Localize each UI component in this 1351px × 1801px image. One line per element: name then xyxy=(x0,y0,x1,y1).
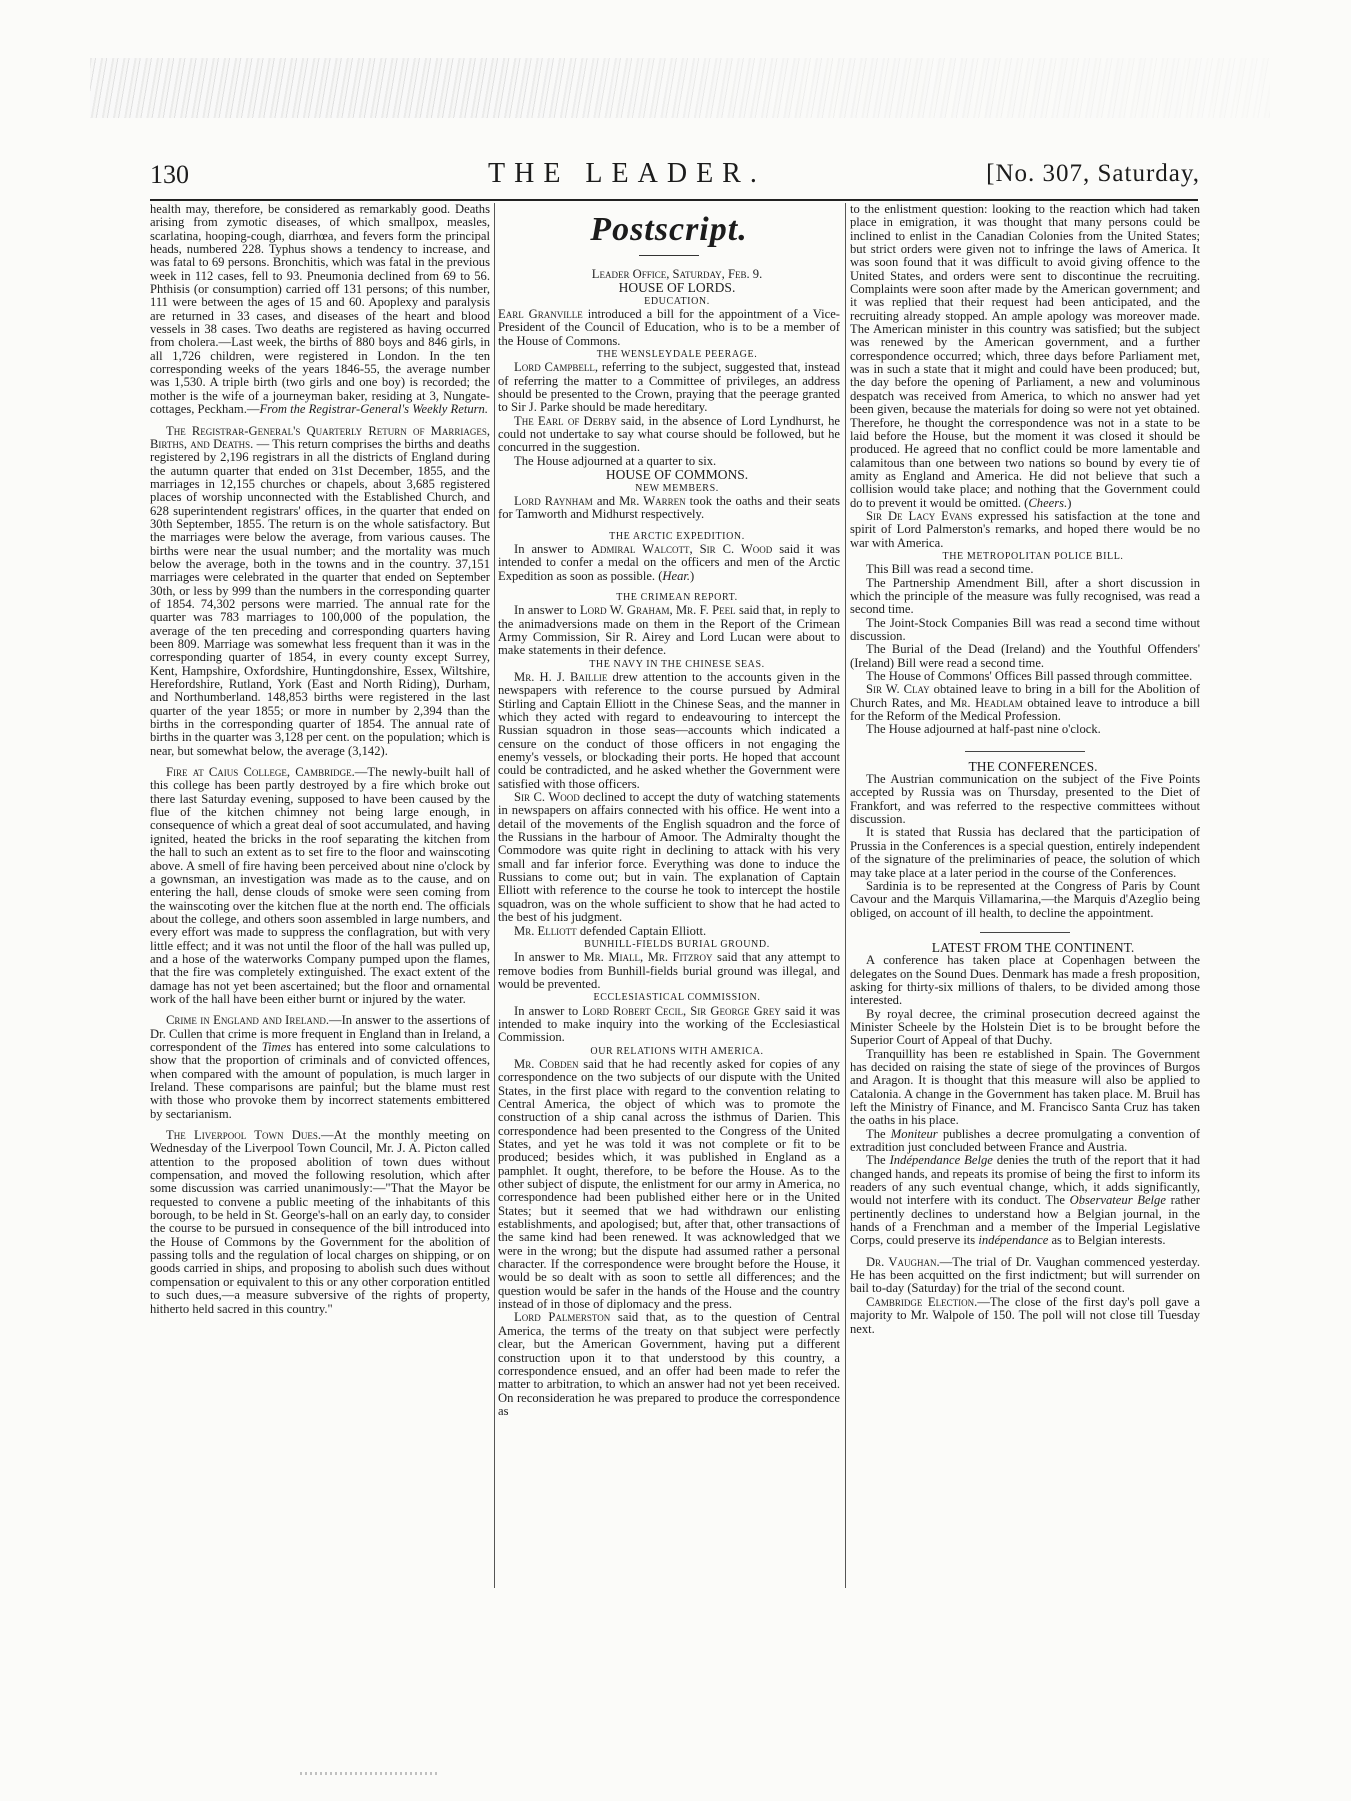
paragraph: The Earl of Derby said, in the absence of Lord Lyndhurst, he could not undertake to say what course should be followed, but he concurred in the suggestion. xyxy=(498,413,840,455)
paragraph: The Joint-Stock Companies Bill was read a second time without discussion. xyxy=(850,615,1200,643)
paragraph: The Registrar-General's Quarterly Return of Marriages, Births, and Deaths. — This return comprises the births and deaths registered by 2,196 registrars in all the districts of England during the autumn quarter that ended on 31st December, 1855, and the marriages in 12,155 churches or chapels, about 3,685 registered places of worship unconnected with the Established Church, and 628 superintendent registrars' offices, in the quarter that ended on 30th September, 1855. The return is on the whole satisfactory. But the marriages were below the average, from various causes. The births were near the usual number; and the mortality was much below the average, both in the towns and in the country. 37,151 marriages were celebrated in the quarter that ended on September 30th, or less by 999 than the numbers in the corresponding quarter of 1854. 74,302 persons were married. The annual rate for the quarter was 783 marriages to 100,000 of the population, the average of the ten preceding and corresponding quarters having been 809. Marriage was somewhat less frequent than it was in the corresponding quarter of 1854, in every county except Surrey, Kent, Hampshire, Oxfordshire, Huntingdonshire, Essex, Wiltshire, Herefordshire, Rutland, York (East and North Riding), Durham, and Northumberland. 148,853 births were registered in the last quarter of the year 1855; or more in number by 2,394 than the births in the corresponding quarter of 1854. The annual rate of births in the quarter was 3,128 per cent. on the population; which is near, but somewhat below, the average (3,142). xyxy=(150,423,490,758)
subheading: OUR RELATIONS WITH AMERICA. xyxy=(590,1045,764,1057)
subheading: ECCLESIASTICAL COMMISSION. xyxy=(593,992,761,1004)
paragraph: Mr. H. J. Baillie drew attention to the accounts given in the newspapers with reference to the course pursued by Admiral Stirling and Captain Elliott in the Chinese Seas, and the manner in which they acted with regard to endeavouring to intercept the Russian squadron in those seas—accounts which indicated a censure on the conduct of those officers in not engaging the enemy's vessels, or blockading their ports. He hoped that account could be contradicted, and he asked whether the Government were satisfied with those officers. xyxy=(498,669,840,791)
paragraph: Dr. Vaughan.—The trial of Dr. Vaughan commenced yesterday. He has been acquitted on the first indictment; but will surrender on bail to-day (Saturday) for the trial of the second count. xyxy=(850,1254,1200,1296)
subheading: EDUCATION. xyxy=(644,295,710,307)
paragraph: The Partnership Amendment Bill, after a short discussion in which the principle of the measure was fully recognised, was read a second time. xyxy=(850,575,1200,617)
paragraph: This Bill was read a second time. xyxy=(866,562,1034,577)
title-rule xyxy=(639,255,699,256)
paragraph: Mr. Cobden said that he had recently asked for copies of any correspondence on the two subjects of our dispute with the United States, in the first place with regard to the convention relating to Central America, the object of which was to promote the construction of a ship canal across the isthmus of Darien. This correspondence had been presented to the Congress of the United States, and yet he was told it was not complete or fit to be produced; besides which, it was published in England as a pamphlet. It ought, therefore, to be before the House. As to the other subject of dispute, the enlistment for our army in America, no correspondence had been published either here or in the United States; but it seemed that we had withdrawn our enlisting establishments, and apologised; but, after that, other transactions of the same kind had been renewed. It was acknowledged that we were in the wrong; but the dispute had assumed rather a personal character. If the correspondence were brought before the House, it would be so dealt with as soon to settle all differences; and the question would be safer in the hands of the House and the country instead of in those of diplomacy and the press. xyxy=(498,1056,840,1312)
page-header xyxy=(150,158,1200,194)
subheading: THE CRIMEAN REPORT. xyxy=(616,591,738,603)
subheading: THE NAVY IN THE CHINESE SEAS. xyxy=(589,658,765,670)
paragraph: Earl Granville introduced a bill for the appointment of a Vice-President of the Council of Education, who is to be a member of the House of Commons. xyxy=(498,307,840,348)
paragraph: Lord Palmerston said that, as to the question of Central America, the terms of the treaty on that subject were perfectly clear, but the American Government, having put a different construction upon it to that understood by this country, a correspondence ensued, and an offer had been made to refer the matter to arbitration, to which an answer had not yet been received. On reconsideration he was prepared to produce the correspondence as xyxy=(498,1310,840,1418)
section-heading: HOUSE OF LORDS. xyxy=(618,280,736,296)
paragraph: to the enlistment question: looking to the reaction which had taken place in emigration, it was thought that many persons could be inclined to enlist in the Canadian Colonies from the United States; but strict orders were given not to infringe the laws of America. It was soon found that it was difficult to avoid giving offence to the United States, and orders were sent to discontinue the recruiting. Complaints were soon after made by the American government; and it was replied that their request had been anticipated, and the recruiting already stopped. An ample apology was moreover made. The American minister in this country was satisfied; but the subject was renewed by the American government, and a further correspondence occurred; which, three days before Parliament met, was in such a state that it might and could have been produced; but, the day before the opening of Parliament, a new and voluminous despatch was received from America, to which no answer had yet been given, because the materials for doing so were not yet obtained. Therefore, he thought the correspondence was not in a state to be laid before the House, but the moment it was closed it should be produced. He agreed that no conflict could be more lamentable and calamitous than one between two nations so bound by every tie of amity as England and America. He did not believe that such a collision would take place; and nothing that the Government could do to prevent it would be omitted. (Cheers.) xyxy=(850,203,1200,510)
paragraph: It is stated that Russia has declared that the participation of Prussia in the Conferences is a special question, entirely independent of the signature of the preliminaries of peace, the solution of which may take place at a later period in the course of the Conferences. xyxy=(850,825,1200,880)
section-heading: LATEST FROM THE CONTINENT. xyxy=(931,939,1135,955)
paragraph: The Burial of the Dead (Ireland) and the Youthful Offenders' (Ireland) Bill were read a second time. xyxy=(850,642,1200,670)
dateline: Leader Office, Saturday, Feb. 9. xyxy=(591,267,763,281)
section-heading: HOUSE OF COMMONS. xyxy=(605,467,749,483)
paragraph: Sir De Lacy Evans expressed his satisfaction at the tone and spirit of Lord Palmerston's remarks, and hoped there would be no war with America. xyxy=(850,508,1200,550)
column-divider xyxy=(494,203,495,1588)
masthead: THE LEADER. xyxy=(488,158,766,189)
subheading: THE ARCTIC EXPEDITION. xyxy=(609,530,745,542)
paragraph: The Indépendance Belge denies the truth of the report that it had changed hands, and repeats its promise of being the first to inform its readers of any such eventual change, which, it adds significantly, would not interfere with its conduct. The Observateur Belge rather pertinently declines to understand how a Belgian journal, in the hands of a Frenchman and a member of the Imperial Legislative Corps, could preserve its indépendance as to Belgian interests. xyxy=(850,1153,1200,1248)
paragraph: Lord Raynham and Mr. Warren took the oaths and their seats for Tamworth and Midhurst respectively. xyxy=(498,493,840,522)
column-2 xyxy=(498,203,840,1693)
paragraph: The House of Commons' Offices Bill passed through committee. xyxy=(866,669,1193,684)
paragraph: Sir W. Clay obtained leave to bring in a bill for the Abolition of Church Rates, and Mr. Headlam obtained leave to introduce a bill for the Reform of the Medical Profession. xyxy=(850,682,1200,724)
header-rule xyxy=(150,199,1198,201)
paragraph: By royal decree, the criminal prosecution decreed against the Minister Scheele by the Holstein Diet is to be brought before the Superior Court of Appeal of that Duchy. xyxy=(850,1006,1200,1048)
section-heading: THE CONFERENCES. xyxy=(968,758,1098,774)
paragraph: A conference has taken place at Copenhagen between the delegates on the Sound Dues. Denmark has made a fresh proposition, asking for thirty-six millions of thalers, to be divided among those interested. xyxy=(850,953,1200,1008)
column-divider xyxy=(845,203,846,1588)
page-number: 130 xyxy=(150,160,189,189)
subheading: THE METROPOLITAN POLICE BILL. xyxy=(942,550,1124,562)
paragraph: The Liverpool Town Dues.—At the monthly meeting on Wednesday of the Liverpool Town Council, Mr. J. A. Picton called attention to the proposed abolition of town dues without compensation, and moved the following resolution, which after some discussion was carried unanimously:—"That the Mayor be requested to convene a public meeting of the inhabitants of this borough, to be held in St. George's-hall on an early day, to consider the course to be pursued in consequence of the bill introduced into the House of Commons by the Government for the abolition of passing tolls and the regulation of local charges on shipping, or on goods carried in ships, and proposing to abolish such dues without compensation or equivalent to this or any other corporation entitled to such dues,—a measure subversive of the rights of property, hitherto held sacred in this country." xyxy=(150,1128,490,1316)
paragraph: Fire at Caius College, Cambridge.—The newly-built hall of this college has been partly destroyed by a fire which broke out there last Saturday evening, supposed to have been caused by the flue of the kitchen chimney not being large enough, in consequence of which a great deal of soot accumulated, and having ignited, heated the bricks in the roof separating the kitchen from the hall to such an extent as to set fire to the floor and wainscoting above. A smell of fire having been perceived about nine o'clock by a gownsman, an investigation was made as to the cause, and on entering the hall, dense clouds of smoke were seen coming from the wainscoting over the kitchen flue at the north end. The officials about the college, and others soon assembled in large numbers, and every effort was made to suppress the conflagration, but with very little effect; and it was not until the floor of the hall was pulled up, and a hose of the waterworks Company pumped upon the flames, that the fire was completely extinguished. The exact extent of the damage has not yet been ascertained; but the floor and ornamental work of the hall have been either burnt or injured by the water. xyxy=(150,765,490,1006)
paragraph: Sir C. Wood declined to accept the duty of watching statements in newspapers on affairs connected with his office. He went into a detail of the movements of the English squadron and the force of the Russians in the harbour of Amoor. The Admiralty thought the Commodore was quite right in declining to attack with his very small and far inferior force. Everything was done to induce the Russians to come out; but in vain. The explanation of Captain Elliott with reference to the course he took to intercept the hostile squadron, was on the whole sufficient to show that he had acted to the best of his judgment. xyxy=(498,790,840,925)
paragraph: In answer to Lord Robert Cecil, Sir George Grey said it was intended to make inquiry into the working of the Ecclesiastical Commission. xyxy=(498,1003,840,1045)
paragraph: Mr. Elliott defended Captain Elliott. xyxy=(514,923,707,938)
paragraph: The Austrian communication on the subject of the Five Points accepted by Russia was on Thursday, presented to the Diet of Frankfort, and was referred to the respective committees without discussion. xyxy=(850,772,1200,827)
issue-info: [No. 307, Saturday, xyxy=(986,160,1200,187)
scan-artifact xyxy=(300,1772,440,1775)
postscript-title: Postscript. xyxy=(590,211,748,248)
subheading: THE WENSLEYDALE PEERAGE. xyxy=(596,349,758,361)
subheading: BUNHILL-FIELDS BURIAL GROUND. xyxy=(584,938,770,950)
paragraph: In answer to Mr. Miall, Mr. Fitzroy said that any attempt to remove bodies from Bunhill-fields burial ground was illegal, and would be prevented. xyxy=(498,950,840,991)
subheading: NEW MEMBERS. xyxy=(635,482,719,494)
paragraph: In answer to Admiral Walcott, Sir C. Wood said it was intended to confer a medal on the officers and men of the Arctic Expedition as soon as possible. (Hear.) xyxy=(498,541,840,583)
scan-artifact xyxy=(90,58,1270,118)
paragraph: The Moniteur publishes a decree promulgating a convention of extradition just concluded between France and Austria. xyxy=(850,1126,1200,1155)
column-3 xyxy=(850,203,1200,1693)
paragraph: The House adjourned at a quarter to six. xyxy=(514,453,717,468)
paragraph: Crime in England and Ireland.—In answer to the assertions of Dr. Cullen that crime is more frequent in England than in Ireland, a correspondent of the Times has entered into some calculations to show that the proportion of criminals and of convicted offences, when compared with the amount of population, is much larger in Ireland. These comparisons are painful; but the blame must rest with those who provoke them by incorrect statements embittered by sectarianism. xyxy=(150,1013,490,1121)
column-1 xyxy=(150,203,490,1693)
paragraph: In answer to Lord W. Graham, Mr. F. Peel said that, in reply to the animadversions made on them in the Report of the Crimean Army Commission, Sir R. Airey and Lord Lucan were about to make statements in their defence. xyxy=(498,603,840,658)
paragraph: The House adjourned at half-past nine o'clock. xyxy=(866,722,1101,737)
paragraph: Lord Campbell, referring to the subject, suggested that, instead of referring the matter to a Committee of privileges, an address should be presented to the Crown, praying that the peerage granted to Sir J. Parke should be made hereditary. xyxy=(498,360,840,415)
paragraph: Cambridge Election.—The close of the first day's poll gave a majority to Mr. Walpole of 150. The poll will not close till Tuesday next. xyxy=(850,1294,1200,1336)
section-rule xyxy=(980,932,1070,933)
section-rule xyxy=(965,751,1085,752)
paragraph: health may, therefore, be considered as remarkably good. Deaths arising from zymotic diseases, of which smallpox, measles, scarlatina, hooping-cough, diarrhœa, and fevers form the principal heads, numbered 228. Typhus shows a tendency to increase, and was fatal to 69 persons. Bronchitis, which was fatal in the previous week in 112 cases, fell to 93. Pneumonia declined from 69 to 56. Phthisis (or consumption) carried off 131 persons; of this number, 111 were between the ages of 15 and 60. Apoplexy and paralysis are returned in 33 cases, and diseases of the heart and blood vessels in 38 cases. Two deaths are registered as having occurred from cholera.—Last week, the births of 880 boys and 846 girls, in all 1,726 children, were registered in London. In the ten corresponding weeks of the years 1846-55, the average number was 1,530. A triple birth (two girls and one boy) is recorded; the mother is the wife of a journeyman baker, residing at 3, Nungate-cottages, Peckham.—From the Registrar-General's Weekly Return. xyxy=(150,203,490,417)
paragraph: Tranquillity has been re established in Spain. The Government has decided on raising the state of siege of the provinces of Burgos and Aragon. It is thought that this measure will also be applied to Catalonia. A change in the Government has taken place. M. Bruil has left the Ministry of Finance, and M. Francisco Santa Cruz has taken the oaths in his place. xyxy=(850,1046,1200,1128)
paragraph: Sardinia is to be represented at the Congress of Paris by Count Cavour and the Marquis Villamarina,—the Marquis d'Azeglio being obliged, on account of ill health, to decline the appointment. xyxy=(850,878,1200,920)
